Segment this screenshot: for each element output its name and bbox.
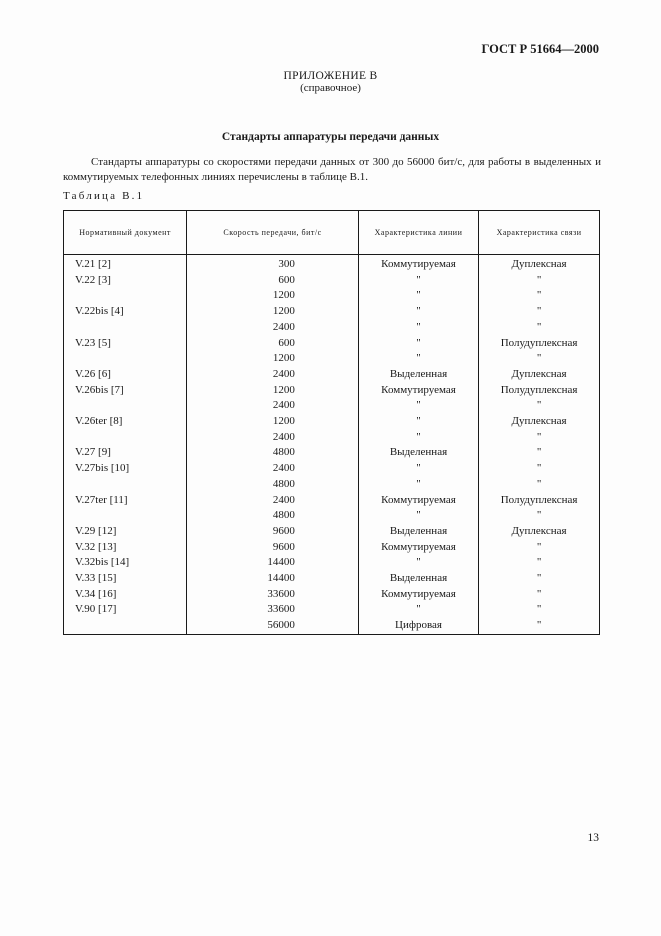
cell-line-type: " — [358, 351, 478, 367]
cell-document: V.27bis [10] — [64, 461, 187, 477]
cell-document: V.22bis [4] — [64, 304, 187, 320]
section-title: Стандарты аппаратуры передачи данных — [221, 131, 440, 143]
intro-paragraph: Стандарты аппаратуры со скоростями передачи данных от 300 до 56000 бит/с, для работы в выделенных и коммутируемых телефонных линиях перечислены в таблице В.1. — [63, 156, 601, 183]
cell-connection-type: Дуплексная — [479, 255, 600, 273]
cell-speed: 2400 — [187, 461, 359, 477]
cell-line-type: " — [358, 304, 478, 320]
cell-line-type: Коммутируемая — [358, 383, 478, 399]
cell-line-type: " — [358, 398, 478, 414]
cell-line-type: " — [358, 555, 478, 571]
cell-document — [64, 508, 187, 524]
header-line-characteristic: Характеристика линии — [358, 211, 478, 255]
cell-document — [64, 398, 187, 414]
table-row — [64, 367, 600, 383]
cell-connection-type: Дуплексная — [479, 367, 600, 383]
cell-speed: 1200 — [187, 288, 359, 304]
cell-line-type: Коммутируемая — [358, 493, 478, 509]
cell-line-type: Коммутируемая — [358, 255, 478, 273]
cell-connection-type: Полудуплексная — [479, 493, 600, 509]
cell-speed: 4800 — [187, 477, 359, 493]
cell-line-type: Выделенная — [358, 445, 478, 461]
cell-document: V.26ter [8] — [64, 414, 187, 430]
cell-speed: 600 — [187, 336, 359, 352]
cell-connection-type: " — [479, 618, 600, 634]
table-row — [64, 602, 600, 618]
cell-speed: 1200 — [187, 383, 359, 399]
cell-document — [64, 477, 187, 493]
cell-document: V.33 [15] — [64, 571, 187, 587]
cell-line-type: Выделенная — [358, 571, 478, 587]
table-row — [64, 508, 600, 524]
table-row — [64, 304, 600, 320]
table-row — [64, 430, 600, 446]
table-row — [64, 524, 600, 540]
cell-connection-type: " — [479, 461, 600, 477]
cell-document: V.21 [2] — [64, 255, 187, 273]
cell-speed: 2400 — [187, 430, 359, 446]
cell-speed: 56000 — [187, 618, 359, 634]
table-row — [64, 288, 600, 304]
cell-connection-type: " — [479, 602, 600, 618]
cell-document — [64, 618, 187, 634]
cell-speed: 2400 — [187, 367, 359, 383]
cell-document: V.27 [9] — [64, 445, 187, 461]
cell-speed: 33600 — [187, 602, 359, 618]
cell-connection-type: Полудуплексная — [479, 383, 600, 399]
cell-document: V.90 [17] — [64, 602, 187, 618]
cell-speed: 14400 — [187, 571, 359, 587]
appendix-title: ПРИЛОЖЕНИЕ В — [283, 70, 378, 82]
cell-line-type: " — [358, 477, 478, 493]
cell-line-type: Выделенная — [358, 367, 478, 383]
cell-line-type: Цифровая — [358, 618, 478, 634]
cell-connection-type: " — [479, 508, 600, 524]
table-body — [64, 255, 600, 635]
cell-line-type: " — [358, 602, 478, 618]
cell-speed: 2400 — [187, 320, 359, 336]
cell-connection-type: " — [479, 288, 600, 304]
cell-connection-type: " — [479, 351, 600, 367]
cell-document: V.22 [3] — [64, 273, 187, 289]
table-row — [64, 398, 600, 414]
page-number: 13 — [587, 832, 599, 844]
cell-speed: 1200 — [187, 414, 359, 430]
cell-speed: 14400 — [187, 555, 359, 571]
cell-connection-type: " — [479, 304, 600, 320]
table-row — [64, 477, 600, 493]
cell-speed: 300 — [187, 255, 359, 273]
cell-speed: 600 — [187, 273, 359, 289]
cell-line-type: " — [358, 508, 478, 524]
cell-connection-type: " — [479, 540, 600, 556]
table-header-row — [64, 211, 600, 255]
cell-document: V.26bis [7] — [64, 383, 187, 399]
header-transmission-speed: Скорость передачи, бит/с — [187, 211, 359, 255]
cell-connection-type: " — [479, 477, 600, 493]
table-row — [64, 320, 600, 336]
cell-line-type: " — [358, 336, 478, 352]
cell-document: V.32 [13] — [64, 540, 187, 556]
cell-document: V.29 [12] — [64, 524, 187, 540]
cell-connection-type: " — [479, 555, 600, 571]
cell-line-type: " — [358, 288, 478, 304]
cell-document: V.26 [6] — [64, 367, 187, 383]
table-row — [64, 336, 600, 352]
cell-connection-type: " — [479, 587, 600, 603]
cell-line-type: " — [358, 320, 478, 336]
table-row — [64, 351, 600, 367]
cell-document: V.23 [5] — [64, 336, 187, 352]
table-row — [64, 493, 600, 509]
cell-line-type: " — [358, 430, 478, 446]
cell-connection-type: " — [479, 430, 600, 446]
cell-line-type: " — [358, 461, 478, 477]
cell-connection-type: " — [479, 320, 600, 336]
cell-connection-type: Дуплексная — [479, 524, 600, 540]
cell-speed: 1200 — [187, 304, 359, 320]
cell-speed: 2400 — [187, 398, 359, 414]
cell-line-type: Выделенная — [358, 524, 478, 540]
cell-speed: 2400 — [187, 493, 359, 509]
cell-document — [64, 351, 187, 367]
table-row — [64, 255, 600, 273]
table-row — [64, 414, 600, 430]
cell-speed: 9600 — [187, 540, 359, 556]
table-row — [64, 273, 600, 289]
table-row — [64, 445, 600, 461]
cell-document: V.32bis [14] — [64, 555, 187, 571]
cell-speed: 33600 — [187, 587, 359, 603]
cell-speed: 9600 — [187, 524, 359, 540]
cell-document — [64, 430, 187, 446]
cell-connection-type: " — [479, 571, 600, 587]
table-row — [64, 571, 600, 587]
table-label: Таблица В.1 — [63, 190, 145, 202]
header-normative-document: Нормативный документ — [64, 211, 187, 255]
cell-speed: 4800 — [187, 445, 359, 461]
cell-document: V.34 [16] — [64, 587, 187, 603]
cell-line-type: " — [358, 414, 478, 430]
cell-document — [64, 320, 187, 336]
cell-connection-type: Полудуплексная — [479, 336, 600, 352]
table-row — [64, 618, 600, 634]
header-connection-characteristic: Характеристика связи — [479, 211, 600, 255]
cell-document: V.27ter [11] — [64, 493, 187, 509]
cell-connection-type: " — [479, 445, 600, 461]
cell-speed: 1200 — [187, 351, 359, 367]
table-row — [64, 540, 600, 556]
cell-document — [64, 288, 187, 304]
appendix-subtitle: (справочное) — [300, 82, 361, 94]
cell-line-type: Коммутируемая — [358, 540, 478, 556]
cell-connection-type: " — [479, 273, 600, 289]
gost-document-code: ГОСТ Р 51664—2000 — [481, 42, 599, 56]
standards-table — [63, 210, 600, 635]
table-row — [64, 555, 600, 571]
table-row — [64, 461, 600, 477]
table-row — [64, 587, 600, 603]
table-row — [64, 383, 600, 399]
cell-line-type: " — [358, 273, 478, 289]
cell-line-type: Коммутируемая — [358, 587, 478, 603]
cell-connection-type: " — [479, 398, 600, 414]
cell-connection-type: Дуплексная — [479, 414, 600, 430]
cell-speed: 4800 — [187, 508, 359, 524]
